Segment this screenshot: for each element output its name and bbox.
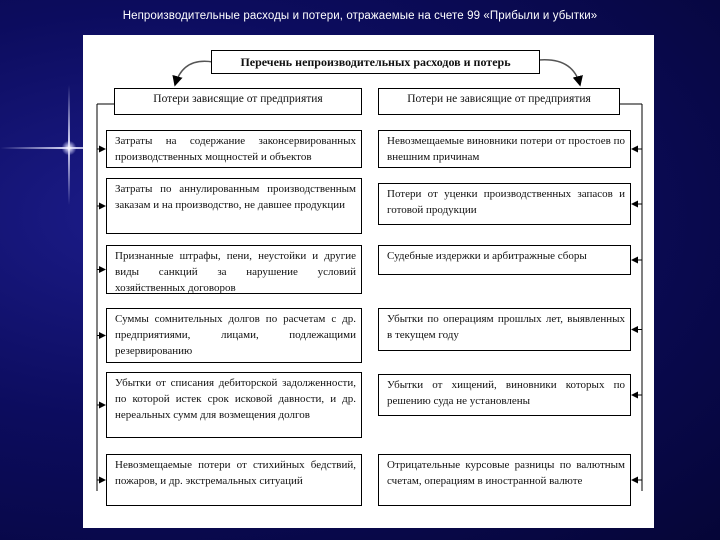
left-item-box: Затраты на содержание законсервированных производственных мощностей и объектов: [106, 130, 362, 168]
slide-title: Непроизводительные расходы и потери, отражаемые на счете 99 «Прибыли и убытки»: [122, 10, 598, 22]
sparkle-center: [61, 141, 77, 155]
top-box: Перечень непроизводительных расходов и потерь: [211, 50, 540, 74]
right-header: Потери не зависящие от предприятия: [378, 88, 620, 115]
top-right-curve-arrow: [538, 60, 580, 85]
right-item-box: Судебные издержки и арбитражные сборы: [378, 245, 631, 275]
left-item-box: Затраты по аннулированным производственным заказам и на производство, не давшее продукции: [106, 178, 362, 234]
left-item-box: Убытки от списания дебиторской задолженности, по которой истек срок исковой давности, и др. нереальных сумм для возмещения долгов: [106, 372, 362, 438]
left-item-box: Невозмещаемые потери от стихийных бедствий, пожаров, и др. экстремальных ситуаций: [106, 454, 362, 506]
left-item-box: Суммы сомнительных долгов по расчетам с др. предприятиями, лицами, подлежащими резервированию: [106, 308, 362, 363]
right-item-box: Убытки от хищений, виновники которых по решению суда не установлены: [378, 374, 631, 416]
top-left-curve-arrow: [175, 61, 213, 85]
left-item-box: Признанные штрафы, пени, неустойки и другие виды санкций за нарушение условий хозяйственных договоров: [106, 245, 362, 294]
right-item-box: Потери от уценки производственных запасов и готовой продукции: [378, 183, 631, 225]
right-item-box: Отрицательные курсовые разницы по валютным счетам, операциям в иностранной валюте: [378, 454, 631, 506]
left-header: Потери зависящие от предприятия: [114, 88, 362, 115]
diagram-sheet: [83, 35, 654, 528]
right-item-box: Убытки по операциям прошлых лет, выявленных в текущем году: [378, 308, 631, 351]
right-item-box: Невозмещаемые виновники потери от простоев по внешним причинам: [378, 130, 631, 168]
